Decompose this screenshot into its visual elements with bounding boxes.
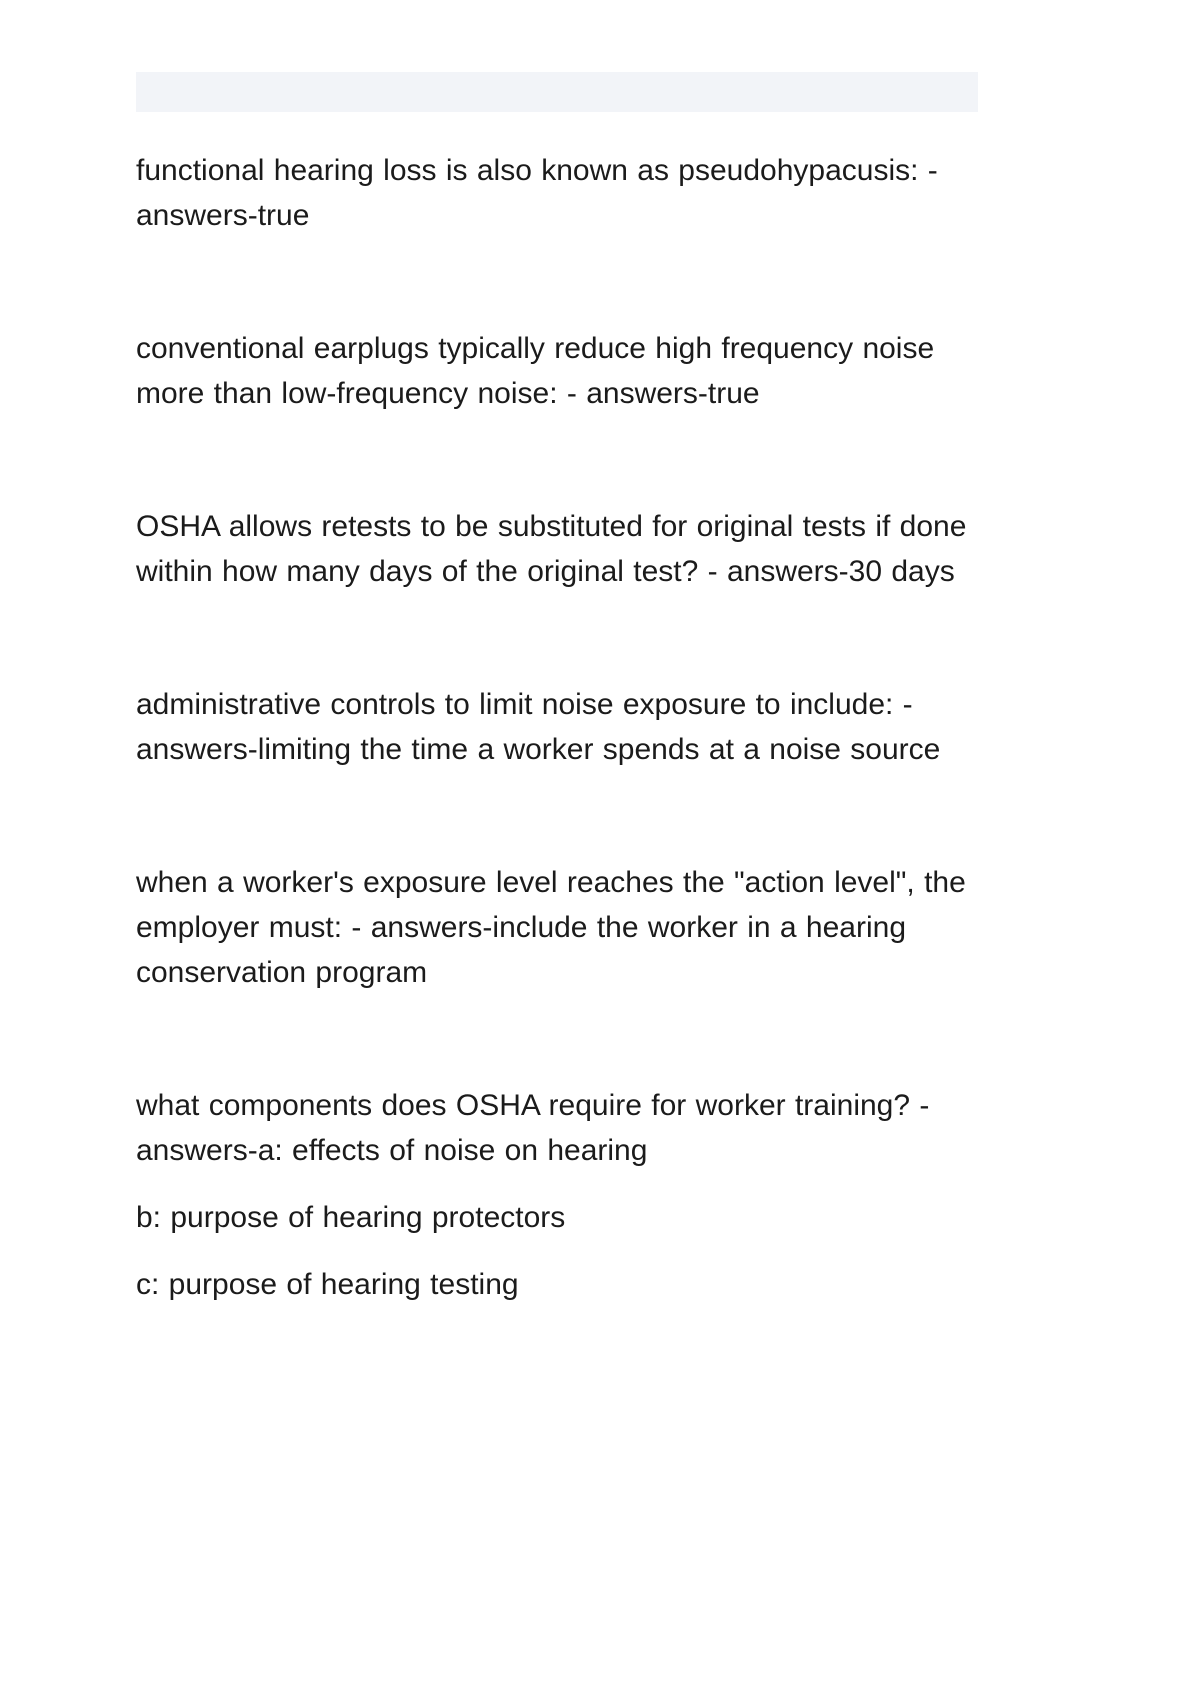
answer-continuation-line: c: purpose of hearing testing — [136, 1268, 519, 1301]
qa-paragraph: administrative controls to limit noise exposure to include: - answers-limiting the time a worker spends at a noise source — [136, 688, 941, 766]
document-content — [136, 148, 976, 1307]
qa-paragraph: conventional earplugs typically reduce high frequency noise more than low-frequency noise: - answers-true — [136, 332, 935, 410]
header-placeholder-block — [136, 72, 978, 112]
qa-paragraph: OSHA allows retests to be substituted for original tests if done within how many days of the original test? - answers-30 days — [136, 510, 967, 588]
qa-paragraph: what components does OSHA require for worker training? - answers-a: effects of noise on hearing — [136, 1089, 930, 1167]
answer-continuation-line: b: purpose of hearing protectors — [136, 1201, 566, 1234]
qa-paragraph: when a worker's exposure level reaches the "action level", the employer must: - answers-include the worker in a hearing conservation program — [136, 866, 966, 989]
qa-paragraph: functional hearing loss is also known as pseudohypacusis: - answers-true — [136, 154, 938, 232]
